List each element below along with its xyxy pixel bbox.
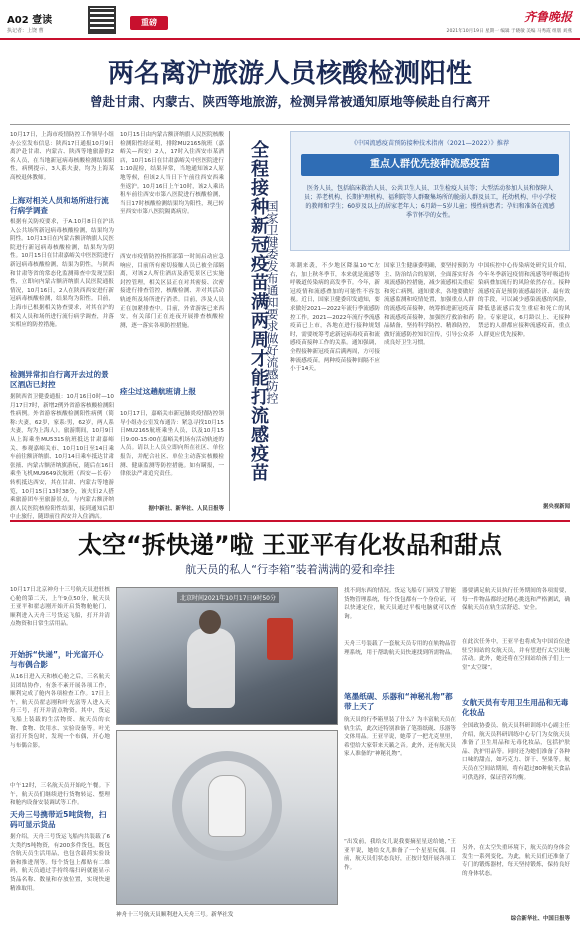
- astronaut-head-shape: [199, 610, 221, 634]
- infobox-header: 《中国流感疫苗预防接种技术指南（2021—2022）》推荐: [350, 140, 510, 147]
- infobox-title-bar: [301, 154, 559, 176]
- photo-caption: 神舟十三号航天员顺利进入天舟三号。新华社发: [116, 912, 234, 918]
- lead-col1-p2: 根据有关防疫要求，于A.10月8日在沪出入公共场所新冠病毒核酸检测，结果均为阴性。10月13日在内蒙古额济纳旗人民医院进行新冠病毒核酸检测，结果均为阴性。10月15日在甘肃嘉峪关中医医院进行新冠病毒核酸检测，结果为阴性，与陕西和甘肃等省的常态化监测筛查中发现呈阳性，立即向内蒙古额济纳旗人民医院通报情况，10月16日，2人在陕西西安进行新冠病毒核酸检测，结果均为阳性。目前，上海市已根据相关协查要求，对其在沪的相关人员和场所进行流行病学调查，并落实相应的防控措施。: [10, 219, 114, 329]
- space-left-subhead2: 天舟三号携带近5吨货物，扫码可显示货品: [10, 810, 107, 829]
- lead-rule: [10, 124, 570, 125]
- vaccine-col-c: 中国疾控中心传染病处研究员介绍，今年冬季新冠疫情和流感等呼吸道传染病叠加流行的风险依然存在。接种流感疫苗是预防流感最经济、最有效的手段，可以减少感染流感的风险，降低患流感后发生重症和死亡的风险。专家建议，6月龄以上、无接种禁忌的人群都应接种流感疫苗，重点人群更应优先接种。: [478, 263, 570, 338]
- space-headline: 太空“拆快递”啦 王亚平有化妆品和甜点: [78, 531, 502, 559]
- lead-source: 据中新社、新华社、人民日报等: [148, 506, 224, 512]
- astronaut-photo-bottom: [116, 730, 338, 905]
- space-right-p1: 器要满足航天员执行任务期间的各项需要，每一件物品都经过精心挑选和严格测试，确保航天员在轨生活舒适、安全。: [462, 588, 570, 612]
- section-tag-label: 重磅: [141, 18, 157, 27]
- infobox-title: 重点人群优先接种流感疫苗: [370, 159, 490, 170]
- page-header: [0, 0, 580, 40]
- crew-figure-shape: [209, 776, 245, 836]
- vaccine-source: 据央视新闻: [543, 504, 570, 510]
- brand-logo: 齐鲁晚报: [523, 10, 572, 24]
- space-mid-subhead1: 笔墨纸砚、乐器和“神秘礼物”都带上天了: [344, 692, 453, 711]
- space-mid-p1: 找不到东西的情况。货运飞船专门研发了智能货物管理系统，每个货包都有一个身份证，可以快速定位，航天员通过平板电脑就可以查询。: [344, 588, 456, 620]
- space-mid-p4: “出发前，我给女儿说我要摘星星送给她，”王亚平说，她给女儿准备了一个星星玩偶。目前，航天员们状态良好，正按计划开展各项工作。: [344, 839, 456, 871]
- section-tag: [130, 16, 168, 30]
- vaccine-col-b: 国家卫生健康委明确，要坚持预防为主、防治结合的原则，全面落实好各项流感防控措施，减少流感相关重症和死亡病例。通知要求，各地要做好流感监测和疫情处置，加强重点人群的流感疫苗接种，统筹推进新冠疫苗和流感疫苗接种，加强医疗救治和药品储备，坚持科学防控、精准防控，做好流感防控知识宣传，引导公众养成良好卫生习惯。: [384, 263, 474, 347]
- lead-col2-subhead3: 痊尘过这趟航班请上报: [120, 387, 196, 396]
- space-mid-p2: 天舟三号装载了一套航天员专用的在轨物品管理系统，用于帮助航天员快速找到所需物品。: [344, 641, 456, 656]
- lead-subheadline: 曾赴甘肃、内蒙古、陕西等地旅游，检测异常被通知原地等候赴自行离开: [89, 94, 490, 109]
- lead-col2-p1: 10月15日由内蒙古额济纳旗人民医院核酸检测阳性经证明，排除MU2165航班（嘉峪关—西安）2人，17时入住西安市某酒店，10月16日在甘肃嘉峪关中医医院进行1:10混检，结果异常，当地通知该2人原地等候，但该2人当日下午前往西安西乘坐返沪。10月16日上午10时，该2人乘出租车前往西安市第八医院进行核酸检测，当日17时核酸检测结果均为阳性，现已转至西安市第八医院隔离病房。: [120, 132, 224, 216]
- space-source: 综合新华社、中国日报等: [510, 916, 570, 922]
- section-divider: [10, 520, 570, 522]
- red-bag-shape: [267, 618, 293, 660]
- infobox-body: 医务人员，包括临床救治人员、公共卫生人员、卫生检疫人员等；大型活动参加人员和保障人员；养老机构、长期护理机构、福利院等人群聚集场所的脆弱人群及员工，托幼机构、中小学校的教师和学生；60岁及以上的居家老年人；6月龄～5岁儿童；慢性病患者；孕妇和准备在流感季节怀孕的女性。: [303, 185, 556, 219]
- lead-col1-subhead1: 上海对相关人员和场所进行流行病学调查: [10, 196, 109, 215]
- space-subheadline: 航天员的私人“行李箱”装着满满的爱和牵挂: [185, 563, 395, 576]
- photo-timestamp: 北京时间2021年10月17日9时50分: [177, 592, 279, 603]
- astronaut-figure-shape: [187, 628, 235, 708]
- lead-headline: 两名离沪旅游人员核酸检测阳性: [107, 59, 472, 89]
- space-left-p2: 从16日进入天和核心舱之后，三名航天员团结协作，有条不紊开展各项工作，顺利完成了舱内各项检查工作。17日上午，航天员翟志刚和叶光富等人进入天舟三号，打开并清点物资。其中，货运飞船上装载的生活物资、航天员的衣物、食物、饮用水、实验设备等。叶光富打开货包时，发现一个布偶，开心地与布偶合影。: [10, 674, 110, 749]
- space-left-p3: 中午12时，三名航天员开始吃午餐。下午，航天员们继续进行货物转运、整理和舱内设备安装调试等工作。: [10, 783, 110, 807]
- page-number: A02 壹读: [7, 15, 53, 26]
- lead-col1-p1: 10月17日，上海市疫情防控工作领导小组办公室发布信息：陕西17日通报10月9日离沪赴甘肃、内蒙古、陕西等地旅游的2名人员，在当地新冠病毒核酸检测结果阳性，病例提示，3人系夫妻，均为上海某高校退休教师。: [10, 132, 114, 181]
- date-line: 2021年10月19日 星期一 编辑 于晓敏 美编 马秀霞 组版 刘燕: [446, 29, 572, 34]
- lead-col1-subhead2: 检测异常扣自行离开去过的景区酒店已封控: [10, 370, 109, 389]
- vaccine-headline: 全程接种新冠疫苗满两周才能打流感疫苗: [248, 140, 269, 482]
- lead-col2-p3: 10月17日，嘉峪关市新冠肺炎疫情防控领导小组办公室发布通告：紧急寻找10月15日MU2165航班乘坐人员，以及10月15日9:00-15:00在嘉峪关机场有活动轨迹的人员。请以上人员立即向所在社区、单位报告，并配合社区、单位主动落实核酸检测、健康监测等防控措施。如有瞒报，一律依法严肃追究责任。: [120, 411, 224, 478]
- lead-col2-p2: 西安市疫情防控指挥部第一时间启动应急响应，目前所有密切接触人员已被全部隔离，对该2人所住酒店及游览景区已实施封控管理，相关区县正在对其密接、次密接进行排查管控，核酸检测、并对其活动轨迹所及场所进行消杀。目前，涉及人员正在加紧排查中。目前，外省游客已来西安，有关部门正在连夜开展排查核酸检测，逐一落实各项防控措施。: [120, 254, 224, 329]
- space-right-subhead1: 女航天员有专用卫生用品和无毒化妆品: [462, 698, 569, 717]
- header-divider: [0, 38, 580, 40]
- lead-col1-p3: 据陕西省卫健委通报：10月16日0时—10月17日7时，新增2例外省游客核酸检测阳性病例。外省游客核酸检测阳性病例（简称:夫妻，62岁，家系:男，62岁，两人系夫妻，均为上海人）。旅游期间，10月9日从上海乘坐MU5315航班抵达甘肃嘉峪关、参观嘉峪关市、10月10日至14日乘车前往额济纳旗、10月14日乘车抵达甘肃张掖、内蒙古额济纳旗游玩，随后在16日乘坐飞机MU9649次航班（西安—长春）转机抵达西安，其在甘肃、内蒙古等地游览，10月15日13时38分，该夫妇2人搭乘旅游团车至旅游景点，与内蒙古额济纳旗人民医院核检阳性结果，接到通知后即中止旅行，随即前往西安并入住酒店。: [10, 394, 114, 521]
- space-mid-p3: 航天员的行李箱里装了什么？为丰富航天员在轨生活，此次还特别准备了笔墨纸砚、乐器等文体用品。王亚平说，她带了一把尤克里里，希望给大家带来天籁之音。此外，还有航天员家人准备的“神秘礼物”。: [344, 717, 456, 758]
- space-right-p4: 另外，在太空失重环境下，航天员的身体会发生一系列变化，为此，航天员们还准备了专门的锻炼器材，每天坚持锻炼，保持良好的身体状态。: [462, 845, 570, 877]
- vaccine-infobox: [290, 131, 570, 251]
- space-left-subhead1: 开始拆“快递”，叶光富开心与布偶合影: [10, 650, 104, 669]
- space-left-p1: 10月17日北京神舟十三号航天员进驻核心舱的第二天，上午9点50分，航天员王亚平和翟志刚开始开启货物舱舱门，顺利进入天舟三号货运飞船，打开并清点物资和日常生活用品。: [10, 587, 110, 628]
- space-right-p3: 全国政协委员、航天员科研训练中心副主任介绍，航天员科研训练中心专门为女航天员准备了卫生用品和无毒化妆品，包括护肤品、洗护用品等。同时还为她们准备了各种口味的甜点，如巧克力、饼干、坚果等。航天员在空间站期间，将有超过80种航天食品可供选择，保证营养均衡。: [462, 723, 570, 781]
- space-left-p4: 据介绍，天舟三号货运飞船内共装载了6大类约5吨物资，有200多件货包，既包含航天员生活用品，也包含载荷实验设备和推进剂等。每个货包上都贴有二维码，航天员通过手持终端扫码就能显示货品名称、数量和存放位置，实现快速精准取用。: [10, 834, 110, 892]
- astronaut-photo-top: [116, 587, 338, 725]
- space-right-p2: 在此次任务中，王亚平也将成为中国首位进驻空间站的女航天员，并有望进行太空出舱活动。此外，她还将在空间站给孩子们上一堂“太空课”。: [462, 639, 570, 671]
- editor-line: 执记者：上饶 曹: [7, 28, 44, 34]
- vaccine-subheadline: 国家卫健委发布通知要求做好流感防控: [265, 200, 279, 404]
- lead-vertical-rule: [229, 131, 230, 511]
- qr-code-icon: [88, 6, 116, 34]
- vaccine-col-a: 寒潮来袭，不少地区降温10℃左右，加上秋冬季节，本来就是流感等呼吸道传染病的高发季节。今年，新冠疫情和流感叠加的可能性不容忽视。近日，国家卫健委印发通知，要求做好2021—2022年流行季流感防控工作。2021—2022年流行季流感疫苗已上市，各地在进行接种规划时，需要统筹考虑新冠病毒疫苗和流感疫苗接种工作的关系。通知强调，全程接种新冠疫苗后满两周，方可接种流感疫苗。两种疫苗接种间隔不应小于14天。: [290, 263, 381, 373]
